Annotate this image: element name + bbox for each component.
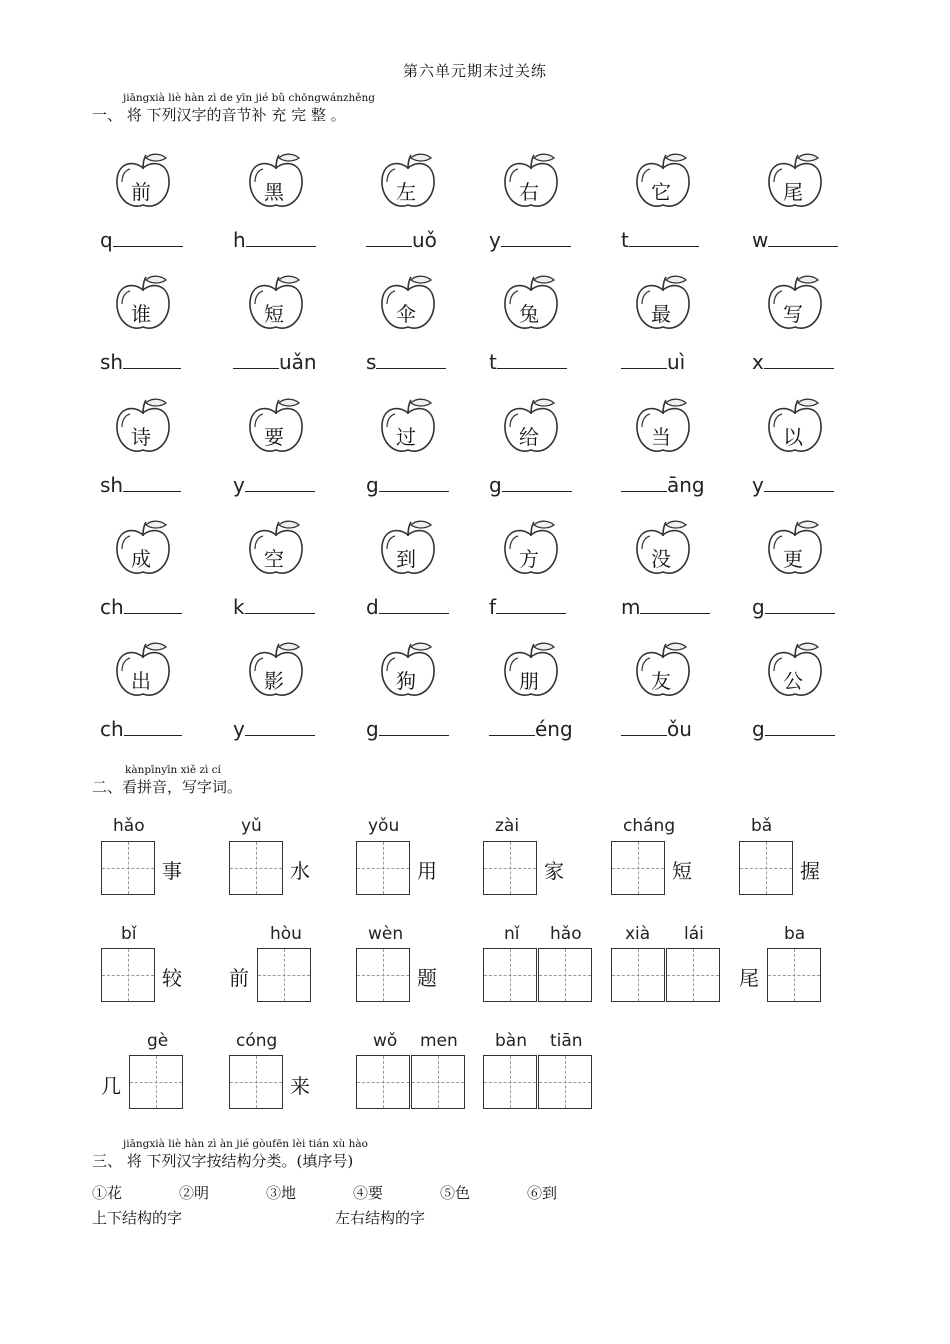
answer-line[interactable] (765, 612, 835, 614)
answer-line[interactable] (379, 734, 449, 736)
answer-line[interactable] (123, 490, 181, 492)
section1-heading: 一、 将 下列汉字的音节补 充 完 整 。 (92, 106, 346, 124)
pinyin-blank[interactable] (233, 350, 317, 374)
writing-box[interactable] (666, 948, 720, 1002)
answer-line[interactable] (621, 734, 667, 736)
given-character: 事 (162, 859, 182, 883)
answer-line[interactable] (245, 490, 315, 492)
pinyin-prefix: h (233, 228, 246, 252)
apple-character: 朋 (519, 669, 539, 693)
apple-character: 方 (519, 547, 539, 571)
apple-character: 左 (396, 180, 416, 204)
given-character: 握 (800, 859, 820, 883)
given-character: 题 (417, 966, 437, 990)
pinyin-prompt: bǎ (751, 816, 773, 836)
pinyin-prefix: y (752, 473, 764, 497)
pinyin-prompt: hǎo (113, 816, 145, 836)
apple-character: 友 (651, 669, 671, 693)
pinyin-blank[interactable] (366, 350, 446, 374)
answer-line[interactable] (621, 490, 667, 492)
section3-heading: 三、 将 下列汉字按结构分类。(填序号) (92, 1152, 354, 1170)
pinyin-suffix: uì (667, 350, 686, 374)
answer-line[interactable] (496, 612, 566, 614)
pinyin-prompt: tiān (550, 1031, 583, 1051)
pinyin-blank[interactable] (489, 717, 573, 741)
pinyin-blank[interactable] (489, 350, 567, 374)
pinyin-prompt: hòu (270, 924, 302, 944)
writing-box[interactable] (483, 841, 537, 895)
pinyin-suffix: uǎn (279, 350, 317, 374)
answer-line[interactable] (501, 245, 571, 247)
pinyin-prefix: g (366, 473, 379, 497)
given-character: 前 (229, 966, 249, 990)
option-item: ③地 (266, 1184, 297, 1202)
pinyin-prefix: g (752, 717, 765, 741)
option-item: ①花 (92, 1184, 123, 1202)
answer-line[interactable] (246, 245, 316, 247)
given-character: 水 (290, 859, 310, 883)
answer-line[interactable] (768, 245, 838, 247)
apple-card (377, 274, 447, 346)
pinyin-prefix: ch (100, 595, 124, 619)
pinyin-prompt: yǒu (368, 816, 400, 836)
pinyin-blank[interactable] (752, 473, 834, 497)
answer-line[interactable] (233, 367, 279, 369)
pinyin-prefix: w (752, 228, 769, 252)
apple-card (500, 152, 570, 224)
pinyin-prefix: g (489, 473, 502, 497)
apple-character: 成 (131, 547, 151, 571)
writing-box[interactable] (101, 948, 155, 1002)
pinyin-blank[interactable] (366, 595, 449, 619)
apple-card (764, 641, 834, 713)
apple-card (377, 152, 447, 224)
answer-line[interactable] (640, 612, 710, 614)
pinyin-prompt: bàn (495, 1031, 527, 1051)
pinyin-prompt: nǐ (504, 924, 520, 944)
pinyin-prompt: wǒ (373, 1031, 398, 1051)
apple-character: 谁 (131, 302, 151, 326)
apple-character: 它 (651, 180, 671, 204)
answer-line[interactable] (629, 245, 699, 247)
pinyin-prefix: f (489, 595, 497, 619)
writing-box[interactable] (411, 1055, 465, 1109)
apple-card (764, 397, 834, 469)
answer-line[interactable] (245, 612, 315, 614)
pinyin-prefix: g (752, 595, 765, 619)
answer-line[interactable] (764, 367, 834, 369)
apple-character: 过 (396, 425, 416, 449)
pinyin-blank[interactable] (621, 228, 699, 252)
apple-character: 以 (783, 425, 803, 449)
apple-card (764, 519, 834, 591)
answer-line[interactable] (379, 612, 449, 614)
given-character: 尾 (739, 966, 759, 990)
pinyin-blank[interactable] (621, 473, 705, 497)
pinyin-prefix: t (489, 350, 497, 374)
answer-line[interactable] (621, 367, 667, 369)
pinyin-prefix: m (621, 595, 641, 619)
pinyin-prompt: ba (784, 924, 806, 944)
pinyin-suffix: éng (535, 717, 573, 741)
section2-heading: 二、看拼音，写字词。 (92, 778, 243, 796)
apple-character: 伞 (396, 302, 416, 326)
apple-card (245, 152, 315, 224)
apple-card (764, 152, 834, 224)
apple-character: 公 (783, 669, 803, 693)
answer-line[interactable] (245, 734, 315, 736)
writing-box[interactable] (611, 841, 665, 895)
pinyin-prompt: xià (625, 924, 651, 944)
given-character: 家 (544, 859, 564, 883)
pinyin-prompt: hǎo (550, 924, 582, 944)
apple-character: 右 (519, 180, 539, 204)
pinyin-suffix: āng (667, 473, 705, 497)
apple-card (500, 397, 570, 469)
answer-line[interactable] (123, 367, 181, 369)
pinyin-blank[interactable] (752, 350, 834, 374)
pinyin-prefix: sh (100, 350, 124, 374)
apple-card (632, 641, 702, 713)
writing-box[interactable] (129, 1055, 183, 1109)
pinyin-blank[interactable] (621, 717, 692, 741)
apple-character: 兔 (519, 302, 539, 326)
apple-character: 要 (264, 425, 284, 449)
apple-card (245, 641, 315, 713)
answer-line[interactable] (502, 490, 572, 492)
answer-line[interactable] (497, 367, 567, 369)
pinyin-prefix: y (489, 228, 501, 252)
given-character: 用 (417, 859, 437, 883)
writing-box[interactable] (767, 948, 821, 1002)
apple-card (632, 519, 702, 591)
given-character: 短 (672, 859, 692, 883)
given-character: 来 (290, 1074, 310, 1098)
answer-line[interactable] (376, 367, 446, 369)
writing-box[interactable] (483, 1055, 537, 1109)
apple-cell (0, 519, 803, 639)
pinyin-prompt: cháng (623, 816, 676, 836)
apple-card (632, 152, 702, 224)
pinyin-prefix: s (366, 350, 377, 374)
apple-character: 短 (264, 302, 284, 326)
pinyin-blank[interactable] (233, 228, 316, 252)
pinyin-prompt: cóng (236, 1031, 278, 1051)
pinyin-prefix: d (366, 595, 379, 619)
apple-card (500, 519, 570, 591)
category-top-bottom: 上下结构的字 (92, 1209, 183, 1227)
apple-card (500, 641, 570, 713)
apple-card (632, 397, 702, 469)
writing-box[interactable] (356, 841, 410, 895)
apple-card (632, 274, 702, 346)
pinyin-prefix: y (233, 717, 245, 741)
given-character: 较 (162, 966, 182, 990)
writing-box[interactable] (229, 841, 283, 895)
pinyin-prompt: wèn (368, 924, 404, 944)
pinyin-blank[interactable] (489, 228, 571, 252)
answer-line[interactable] (124, 612, 182, 614)
writing-box[interactable] (483, 948, 537, 1002)
pinyin-prefix: t (621, 228, 629, 252)
apple-card (245, 519, 315, 591)
page-title: 第六单元期末过关练 (402, 62, 547, 80)
writing-box[interactable] (229, 1055, 283, 1109)
pinyin-prefix: sh (100, 473, 124, 497)
section1-pinyin: jiāngxià liè hàn zì de yīn jié bǔ chōngwánzhěng (123, 92, 375, 104)
apple-character: 诗 (131, 425, 151, 449)
answer-line[interactable] (489, 734, 535, 736)
answer-line[interactable] (124, 734, 182, 736)
section2-pinyin: kànpīnyīn xiě zì cí (125, 764, 221, 776)
apple-card (377, 641, 447, 713)
apple-card (377, 397, 447, 469)
pinyin-blank[interactable] (752, 717, 835, 741)
pinyin-prompt: men (420, 1031, 458, 1051)
pinyin-blank[interactable] (366, 473, 449, 497)
apple-character: 出 (131, 669, 151, 693)
option-item: ④要 (353, 1184, 384, 1202)
apple-character: 到 (396, 547, 416, 571)
pinyin-prompt: bǐ (121, 924, 137, 944)
category-left-right: 左右结构的字 (335, 1209, 426, 1227)
writing-box[interactable] (101, 841, 155, 895)
apple-character: 影 (264, 669, 284, 693)
apple-character: 空 (264, 547, 284, 571)
section3-pinyin: jiāngxià liè hàn zì àn jié gòufēn lèi tián xù hào (123, 1138, 368, 1150)
pinyin-prefix: x (752, 350, 764, 374)
pinyin-blank[interactable] (233, 595, 315, 619)
pinyin-prefix: y (233, 473, 245, 497)
apple-character: 更 (783, 547, 803, 571)
pinyin-blank[interactable] (489, 473, 572, 497)
pinyin-prefix: g (366, 717, 379, 741)
apple-card (245, 274, 315, 346)
apple-character: 尾 (783, 180, 803, 204)
apple-card (377, 519, 447, 591)
answer-line[interactable] (765, 734, 835, 736)
option-item: ⑤色 (440, 1184, 471, 1202)
writing-box[interactable] (739, 841, 793, 895)
option-item: ②明 (179, 1184, 210, 1202)
apple-character: 狗 (396, 669, 416, 693)
apple-character: 当 (651, 425, 671, 449)
pinyin-suffix: ǒu (667, 717, 692, 741)
writing-box[interactable] (538, 948, 592, 1002)
pinyin-prompt: lái (684, 924, 704, 944)
pinyin-prefix: q (100, 228, 113, 252)
apple-character: 写 (783, 302, 803, 326)
pinyin-prefix: ch (100, 717, 124, 741)
apple-character: 黑 (264, 180, 284, 204)
pinyin-prompt: yǔ (241, 816, 262, 836)
apple-card (245, 397, 315, 469)
pinyin-prompt: zài (495, 816, 520, 836)
pinyin-blank[interactable] (752, 228, 838, 252)
pinyin-blank[interactable] (489, 595, 566, 619)
pinyin-blank[interactable] (752, 595, 835, 619)
apple-card (764, 274, 834, 346)
pinyin-prefix: k (233, 595, 245, 619)
option-item: ⑥到 (527, 1184, 558, 1202)
answer-line[interactable] (764, 490, 834, 492)
pinyin-blank[interactable] (233, 473, 315, 497)
pinyin-blank[interactable] (366, 717, 449, 741)
writing-box[interactable] (356, 948, 410, 1002)
apple-character: 最 (651, 302, 671, 326)
pinyin-blank[interactable] (366, 228, 437, 252)
pinyin-blank[interactable] (621, 595, 710, 619)
writing-box[interactable] (611, 948, 665, 1002)
pinyin-blank[interactable] (233, 717, 315, 741)
pinyin-suffix: uǒ (412, 228, 437, 252)
pinyin-prompt: gè (147, 1031, 169, 1051)
apple-character: 没 (651, 547, 671, 571)
apple-card (500, 274, 570, 346)
writing-box[interactable] (257, 948, 311, 1002)
given-character: 几 (101, 1074, 121, 1098)
writing-box[interactable] (538, 1055, 592, 1109)
apple-character: 给 (519, 425, 539, 449)
apple-character: 前 (131, 180, 151, 204)
pinyin-blank[interactable] (621, 350, 685, 374)
answer-line[interactable] (366, 245, 412, 247)
writing-box[interactable] (356, 1055, 410, 1109)
answer-line[interactable] (379, 490, 449, 492)
